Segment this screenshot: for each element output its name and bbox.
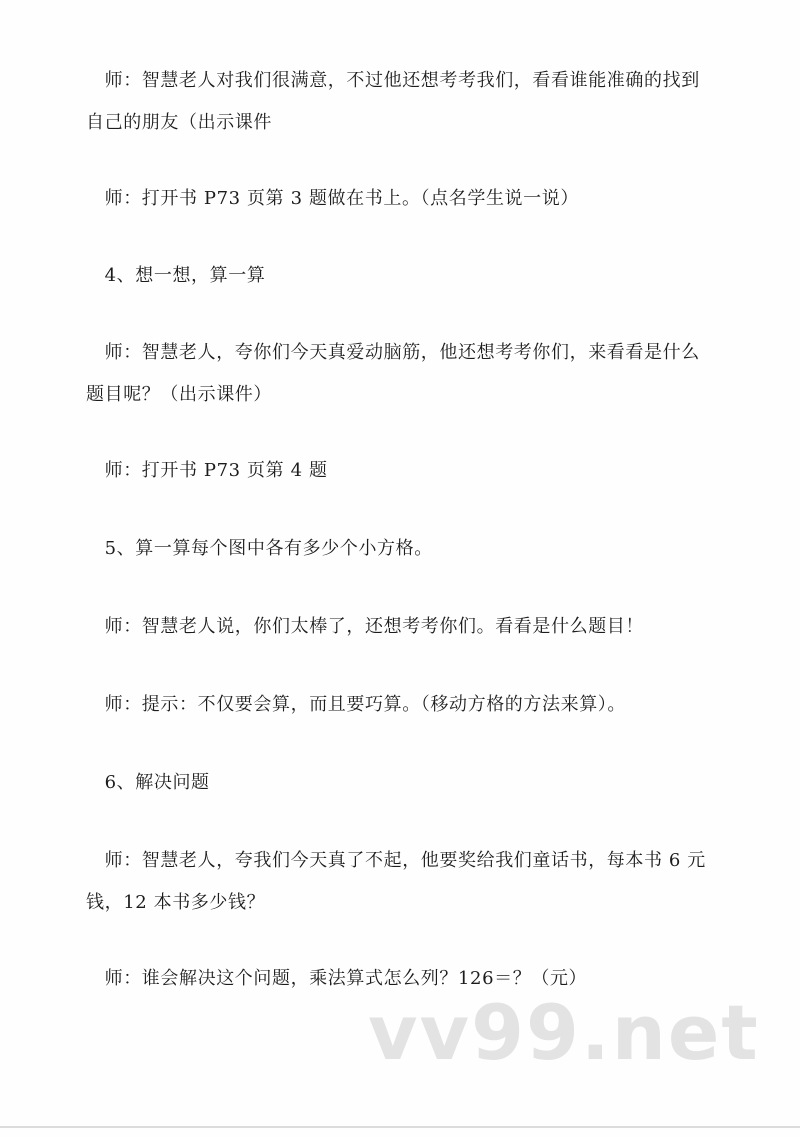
paragraph-6	[86, 684, 716, 726]
page-bottom-divider	[0, 1126, 800, 1128]
section-heading-4	[86, 255, 716, 297]
paragraph-line: 师：谁会解决这个问题，乘法算式怎么列？126＝？（元）	[86, 968, 588, 989]
section-heading-5	[86, 528, 716, 570]
paragraph-7	[86, 840, 716, 924]
paragraph-1	[86, 60, 716, 144]
heading-line: 4、想一想，算一算	[86, 265, 266, 286]
paragraph-line: 师：提示：不仅要会算，而且要巧算。（移动方格的方法来算）。	[86, 694, 626, 715]
paragraph-line: 师：智慧老人对我们很满意，不过他还想考考我们，看看谁能准确的找到	[86, 70, 700, 91]
paragraph-line: 师：打开书 P73 页第 4 题	[86, 460, 328, 481]
paragraph-3	[86, 332, 716, 416]
paragraph-line: 钱，12 本书多少钱？	[86, 892, 266, 913]
paragraph-line: 师：打开书 P73 页第 3 题做在书上。（点名学生说一说）	[86, 188, 579, 209]
paragraph-line: 师：智慧老人说，你们太棒了，还想考考你们。看看是什么题目！	[86, 616, 644, 637]
paragraph-line: 师：智慧老人，夸你们今天真爱动脑筋，他还想考考你们，来看看是什么	[86, 342, 700, 363]
paragraph-line: 题目呢？（出示课件）	[86, 384, 272, 405]
heading-line: 5、算一算每个图中各有多少个小方格。	[86, 538, 433, 559]
paragraph-4	[86, 450, 716, 492]
paragraph-line: 自己的朋友（出示课件	[86, 112, 272, 133]
paragraph-line: 师：智慧老人，夸我们今天真了不起，他要奖给我们童话书，每本书 6 元	[86, 850, 706, 871]
section-heading-6	[86, 762, 716, 804]
heading-line: 6、解决问题	[86, 772, 210, 793]
paragraph-5	[86, 606, 716, 648]
watermark-logo: vv99.net	[368, 988, 760, 1077]
paragraph-2	[86, 178, 716, 220]
